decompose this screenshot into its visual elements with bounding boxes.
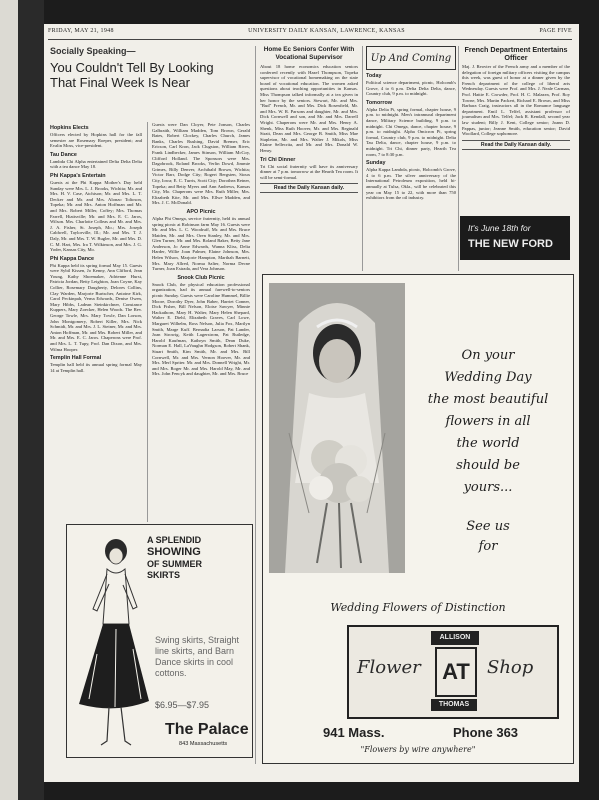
shop-motto: "Flowers by wire anywhere" [360, 745, 476, 754]
ford-line2: THE NEW FORD [468, 238, 553, 250]
read-kansan-banner: Read the Daily Kansan daily. [260, 183, 358, 193]
paper-edge [0, 0, 18, 800]
woman-illustration-icon [71, 529, 151, 754]
column-rule [458, 46, 459, 271]
item-text: Snook Club, the physical education professional organization, had its annual farewell-to-seniors picnic Sunday. Guests were Caroline Hummel, Billie Moore, Dorothy Dyer, John Baber, Harriet Conner, Dick Fisher, Bill Nelson, Eloise Sawyer, Minnie Hackathorn, Mary H. Walter, Mary Helen Shepard, Walter E. Diehl, Elizabeth Graves, Carl Lowe, Margaret Wilhelm, Ross Nelson, Julia Fox, Marilyn Smith, Marge Kuff. Bernadia Larson, Pat Lander, Joan Strowig, Keith Lagerstrom, Pat Rutledge, Harold Kaufman, Kathryn Smith, Dean Duke, Norman E. Hall, LaVaughn Hodgson, Robert Shank, Stuart Smith, Kim Smith, Mr. and Mrs. Bill Cornwell, Mr. and Mrs. Vernon Hoover, Mr. and Mrs. Merl Spriter. Mr. and Mrs. Donnell Wright, Mr. and Mrs. Roger Mr. and Mrs. Harold May, Mr. and Mrs. John Fencyk and daughter, Mr. and Mrs. Bruce [152, 281, 250, 377]
newspaper-page [44, 24, 579, 782]
item-text: Phi Kappa held its spring formal May 15. Guests were Sybil Kissen, Jo Kenny, Ann Clifford, Jean Young, Kathy Shoemaker, Adrienne Hurst, Patricia Jordan, Betty Leighton, Joan Coyne, Kay Collier, Rosemary Daugherty, Delores Collins, Clay Warden, Marjorie Burtscher, Antoine Kirk, Carol Peckinpah, Verna Edwards, Denise Owen, Mary Hibbs, Ladean Steinkirchner, Constance Kuppers, Mary Zoecker, Helen Woods. The Rev. George Towle, Mrs. Mary Towle, Dan Lorson, John Montgomery, Robert Killer, Mrs. Nick Schmidt, Mr. and Mrs. J. L. Steiner, Mr. and Mrs. Anton Hoffman, Mr. and Mrs. Robert Miller, and Mr. and Mrs. E. C. Jaros. Chaperons were Prof. and Mrs. L. T. Tupy, Prof. Dan Dixon, and Mrs. Wilma Hooper. [50, 262, 142, 352]
shop-name-top: ALLISON [431, 631, 479, 645]
day-text: Alpha Delta Pi, spring formal, chapter house, 9 p.m. to midnight. Men's intramural department dance, Military Science building, 9 p.m. to midnight. Chi Omega, dance, chapter house, 9 p.m. to midnight. Alpha Omicron Pi, spring formal, Country club, 9 p.m. to midnight. Delta Tau Delta, dance, chapter house, 9 p.m. to midnight. Tri Chi, dinner party, Hearth Tea room, 7 to 8:30 p.m. [366, 106, 456, 157]
masthead-rule [48, 39, 572, 40]
wedding-see-us: See us [466, 519, 510, 534]
column-rule [147, 122, 148, 522]
column-society-1-body [50, 122, 142, 522]
item-text: Alpha Phi Omega, service fraternity, held its annual spring picnic at Robinson farm May 16. Guests were Mr. and Mrs. L. C. Woodruff, Mr. and Mrs. Bruce Maiden, Mr. and Mrs. Oren Stanley, Mr. and Mrs. Glen Turner, Mr. and Mrs. Roland Baker, Betty Jane Anderson, Jo Anne Edwards, Wanna Kliss, Delia Harder, Willie Joan Palmer, Elaine Johnson, Mrs. Helen Wilson, Marjorie Hampton, Marthah Barnett, Mrs. Mary Allred, Norma Salter, Norma Decne Turner, Joan Estrada, and Vera Johnson. [152, 215, 250, 272]
item-head: Phi Kappa's Entertain [50, 172, 106, 179]
masthead [48, 28, 572, 38]
item-text: Lambda Chi Alpha entertained Delta Delta Delta with a tea dance May 18. [50, 158, 142, 170]
flower-shop-sign [347, 625, 559, 719]
scan-margin-right [579, 0, 599, 800]
wedding-copy-line: yours... [463, 480, 513, 495]
wedding-copy-line: flowers in all [445, 414, 531, 429]
article-text: Maj. J. Reovier of the French army and a member of the delegation of foreign military officers visiting the campus this week, was guest of honor at a dinner given by the French department of the college of liberal arts Wednesday. Guests were Prof. and Mrs. J. Neale Carman, Prof. Hattie E. Crowder, Prof. H. C. Malazea, Prof. Roy Towne, Mrs. Martin Packert, Richard E. Brown, and Miss Barbara Craig, instructors all in the Romance language department. Emil L. Telfel, assistant professor of journalism and Mrs. Telfel; Jack R. Kendall, second year law student; Billy J. Kent, College senior; Joann D. Pappas, junior; Jeanne Smith, education senior; David Woollard, College sophomore. [462, 64, 570, 137]
wedding-copy-line: the world [456, 436, 520, 451]
wedding-copy-line: Wedding Day [444, 370, 532, 385]
masthead-page: PAGE FIVE [539, 28, 572, 34]
shop-at: AT [435, 647, 477, 697]
ford-ad [460, 216, 570, 260]
bride-photo [269, 283, 405, 573]
scan-margin [18, 0, 44, 800]
shop-word-flower: Flower [357, 657, 421, 678]
item-head: Tau Dance [50, 151, 77, 158]
day-text: Alpha Kappa Lambda, picnic, Holcomb's Grove, 4 to 6 p.m. The silver anniversary of the International Petroleum exposition, held bi-annually at Tulsa, Okla., will be celebrated this year on May 15 to 22, with more than 750 exhibitors from the oil industry. [366, 167, 456, 201]
day-head: Today [366, 73, 382, 79]
palace-headline-line: SHOWING [147, 546, 201, 558]
column-french-dept [462, 46, 570, 214]
column-rule [255, 46, 256, 764]
column-home-ec [260, 46, 358, 271]
wedding-copy-line: the most beautiful [427, 392, 549, 407]
day-head: Sunday [366, 160, 386, 167]
item-head: Templin Hall Formal [50, 355, 102, 362]
column-rule [362, 46, 363, 271]
column-up-and-coming [366, 46, 456, 271]
article-headline: French Department Entertains Officer [464, 45, 568, 62]
calendar-title: Up And Coming [370, 52, 452, 64]
item-text: Officers elected by Hopkins hall for the fall semester are Rosemary Roeper, president; and Evalin Moss, vice-president. [50, 132, 142, 149]
item-head: Phi Kappa Dance [50, 255, 95, 262]
article-headline: Home Ec Seniors Confer With Vocational Supervisor [263, 46, 355, 61]
bride-image-icon [269, 283, 405, 573]
palace-address: 843 Massachusetts [179, 741, 228, 747]
item-head: Hopkins Elects [50, 125, 89, 131]
item-head: Tri Chi Dinner [260, 156, 296, 163]
palace-headline-line: OF SUMMER [147, 559, 202, 569]
palace-body: Swing skirts, Straight line skirts, and Barn Dance skirts in cool cottons. [155, 635, 240, 678]
palace-name: The Palace [165, 721, 249, 738]
day-text: Political science department, picnic, Holcomb's Grove, 4 to 6 p.m. Delta Delta Delta, dance, Country club, 9 p.m. to midnight. [366, 80, 456, 97]
wedding-copy-line: On your [461, 348, 515, 363]
wedding-tagline: Wedding Flowers of Distinction [330, 601, 506, 614]
wedding-copy-line: should be [456, 458, 520, 473]
palace-price: $6.95—$7.95 [155, 700, 210, 710]
article-text: About 18 home economics education seniors conferred recently with Hazel Thompson, Topeka supervisor of vocational homemaking on the state board of vocational education. The women asked questions about teaching opportunities in Kansas. Miss Thompson talked informally at a tea given in her honor by the seniors. Stewart, Mr. and Mrs. "Bud" French, Mr. and Mrs. Dick Rosenfield, Mr. and Mrs. W. R. Parsons and daughter, Mr. and Mrs. Dick Cornwell and son, and Mr. and Mrs. Darrell Wright. Chaperons were Mr. and Mrs. Henry A. Shenk, Miss Ruth Hoover, Mr. and Mrs. Reginald Strait, Dean and Mrs. George B. Smith, Miss Mae Stapleton, Mr. and Mrs. Walter J. Mikols, Miss Elaine Sellecrita, and Mr. and Mrs. Donald W. Henry. [260, 64, 358, 153]
wedding-flowers-ad [262, 274, 574, 764]
palace-skirts-ad [66, 524, 253, 758]
item-text: Templin hall held its annual spring formal May 14 at Templin hall. [50, 362, 142, 373]
day-head: Tomorrow [366, 99, 392, 106]
wedding-copy [413, 345, 563, 557]
palace-headline [147, 535, 247, 581]
item-text: Tri Chi social fraternity will have its anniversary dinner at 7 p.m. tomorrow at the Hearth Tea room. It will be semi-formal. [260, 163, 358, 180]
item-text: Guests were Dan Cloyer, Pete Jonson, Charles Galbraith, William Madden, Tom Brown, Gerald Bates, Robert Clockey, Charles Church, James Banks, Charles Rushing, David Bremer, Eric Ericson, Carl Kron, Jack Clugston, William Rives, Frank Lindbecker, James Stinson, William McCoy, Clifford Holland. The Sponsors were Mrs. Dagobrook, Roland Brooks, Verlin Dowd, Jimmie Grimes, Billy Denver, Archibald Brown, Wichita; Victor Barr, Dodge City; Rogert Bergsten, Sioux City, Iowa; E. C. Turris, Scott City; Dorothea Reiner, Topeka; and Betty Myers and Ann Andrews, Kansas City, Mo. Chaperons were Mrs. Ruth Miller, Mrs. Elizabeth Kite, Mr. and Mrs. Ellwe Madden, and Mrs. J. C. McDonald. [152, 122, 250, 206]
shop-word-shop: Shop [487, 657, 534, 678]
item-head: Snook Club Picnic [177, 274, 225, 281]
masthead-date: FRIDAY, MAY 21, 1948 [48, 28, 114, 34]
read-kansan-banner: Read the Daily Kansan daily. [462, 140, 570, 150]
wedding-see-us: for [478, 539, 498, 554]
calendar-box [366, 46, 456, 70]
palace-headline-line: A SPLENDID [147, 535, 202, 545]
shop-name-bottom: THOMAS [431, 699, 477, 711]
item-text: Guests at the Phi Kappa Mother's Day held Sunday were Mrs. L. J. Brooks, Wichita; Mr. and Mrs. H. V. Case, Atchison; Mr. and Mrs. L. T. Decker and Mr. and Mrs. Alonzo Toltoson, Topeka; Mr. and Mrs. Anton Hoffman and Mr. and Mrs. Robert Miller, Coffey; Mrs. Thomas Farrell, Hiattsville; Mr. and Mrs. E. C. Jaros, Wilson. Mrs. Charlotte Colleas and Mr. and Mrs. J. A. Fisher, St. Joseph, Mo.; Mrs. Joseph Caldwell, Taylorville, Ill.; Mr. and Mrs. T. J. Daly, Mr. and Mrs. T. W. Bugler, Mr. and Mrs. D. C. M. Hart, Mrs. Ira T. Wilkinson, and Mrs. J. G. Yoder, Kansas City, Mo. [50, 179, 142, 253]
masthead-paper: UNIVERSITY DAILY KANSAN, LAWRENCE, KANSAS [248, 28, 405, 34]
section-title: Socially Speaking— [50, 46, 136, 56]
ford-line1: It's June 18th for [468, 223, 531, 233]
headline: You Couldn't Tell By Looking That Final Week Is Near [50, 60, 214, 90]
palace-headline-line: SKIRTS [147, 570, 181, 580]
item-head: APO Picnic [186, 208, 216, 215]
shop-phone: Phone 363 [453, 725, 519, 740]
shop-address: 941 Mass. [323, 725, 385, 740]
